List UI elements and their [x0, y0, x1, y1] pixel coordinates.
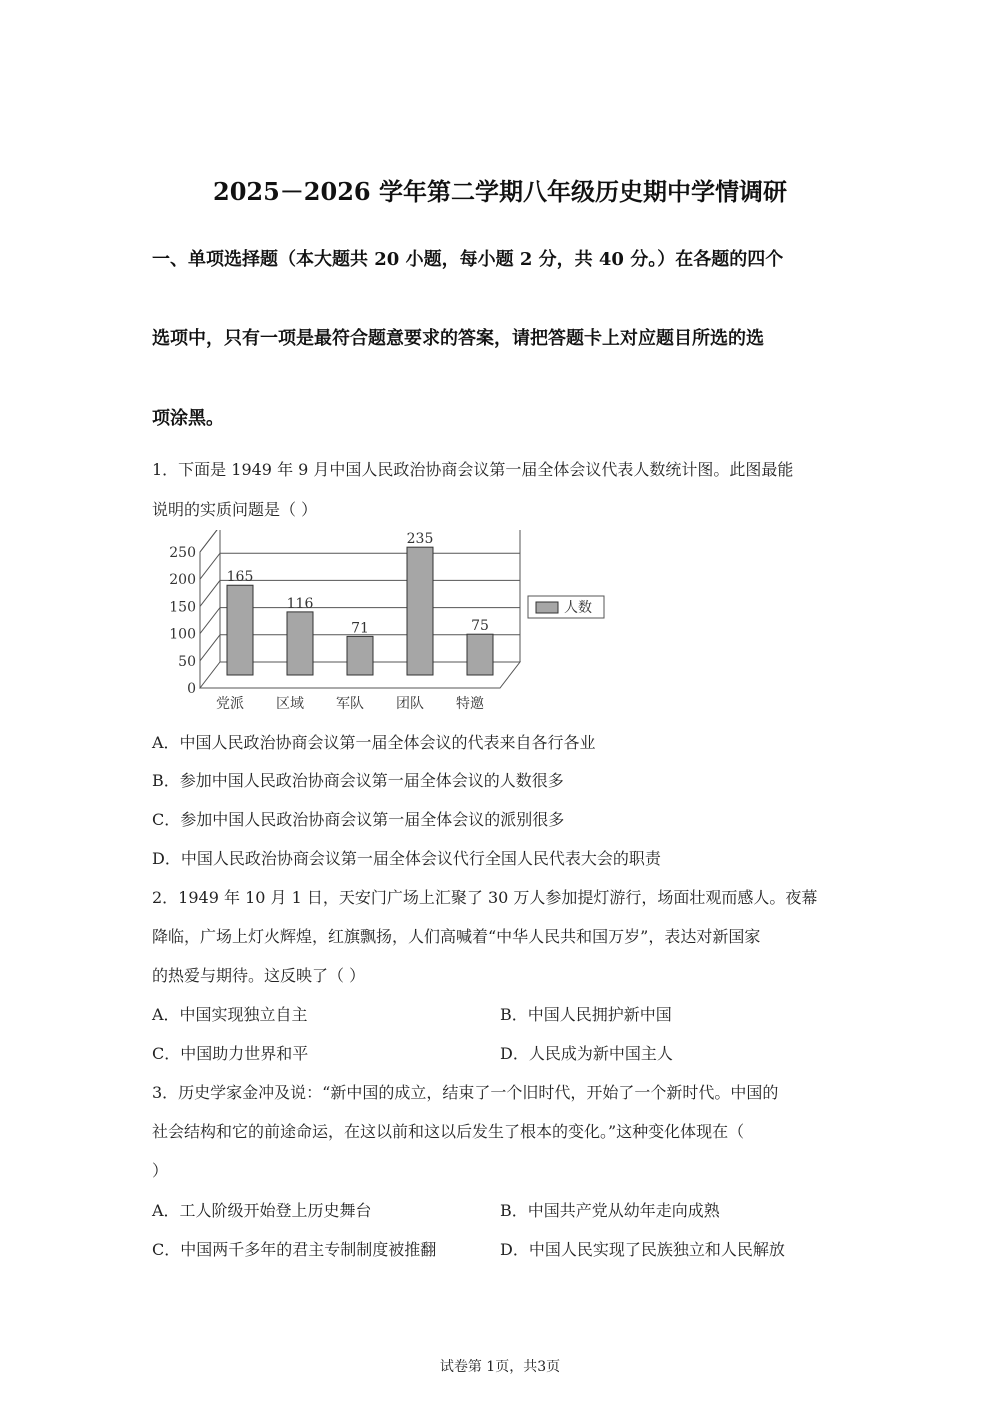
legend-label: 人数 — [564, 600, 592, 616]
data-label-2: 116 — [286, 595, 314, 612]
chart-side-wall — [200, 530, 220, 688]
bar-3 — [347, 636, 373, 675]
question-1-option-b[interactable]: B．参加中国人民政治协商会议第一届全体会议的人数很多 — [152, 771, 564, 790]
data-label-4: 235 — [406, 531, 434, 548]
question-1-stem-line-2: 说明的实质问题是（ ） — [152, 500, 318, 519]
section-heading-line-2: 选项中，只有一项是最符合题意要求的答案，请把答题卡上对应题目所选的选 — [152, 328, 764, 349]
y-tick-label: 200 — [169, 572, 196, 589]
y-tick-label: 150 — [169, 599, 196, 616]
question-2-stem-line-2: 降临，广场上灯火辉煌，红旗飘扬，人们高喊着“中华人民共和国万岁”，表达对新国家 — [152, 927, 761, 946]
question-3-option-a[interactable]: A．工人阶级开始登上历史舞台 — [152, 1201, 372, 1220]
question-3-option-d[interactable]: D．中国人民实现了民族独立和人民解放 — [500, 1240, 785, 1259]
data-label-1: 165 — [226, 569, 254, 586]
legend-swatch — [536, 602, 558, 613]
question-2-option-a[interactable]: A．中国实现独立自主 — [152, 1005, 308, 1024]
x-tick-label-3: 军队 — [336, 696, 364, 712]
question-2-option-b[interactable]: B．中国人民拥护新中国 — [500, 1005, 672, 1024]
bar-4 — [407, 547, 433, 675]
question-1-stem-line-1: 1．下面是 1949 年 9 月中国人民政治协商会议第一届全体会议代表人数统计图。此图最能 — [152, 460, 794, 479]
delegates-bar-chart — [160, 530, 620, 720]
x-tick-label-2: 区域 — [276, 696, 304, 712]
question-2-stem-line-1: 2．1949 年 10 月 1 日，天安门广场上汇聚了 30 万人参加提灯游行，场面壮观而感人。夜幕 — [152, 888, 818, 907]
y-tick-label: 250 — [169, 545, 196, 561]
data-label-3: 71 — [351, 620, 369, 637]
bar-5 — [467, 634, 493, 675]
question-2-option-c[interactable]: C．中国助力世界和平 — [152, 1044, 309, 1063]
page-footer: 试卷第 1页，共3页 — [439, 1359, 561, 1375]
x-tick-label-5: 特邀 — [456, 696, 484, 712]
section-heading-line-1: 一、单项选择题（本大题共 20 小题，每小题 2 分，共 40 分。）在各题的四个 — [152, 249, 784, 270]
question-2-stem-line-3: 的热爱与期待。这反映了（ ） — [152, 966, 366, 985]
question-3-option-b[interactable]: B．中国共产党从幼年走向成熟 — [500, 1201, 720, 1220]
x-tick-label-4: 团队 — [396, 696, 424, 712]
chart-gridline — [200, 530, 520, 552]
question-3-stem-line-1: 3．历史学家金冲及说：“新中国的成立，结束了一个旧时代，开始了一个新时代。中国的 — [152, 1083, 779, 1102]
y-tick-label: 0 — [187, 681, 196, 697]
x-tick-label-1: 党派 — [216, 696, 244, 712]
data-label-5: 75 — [471, 618, 489, 635]
question-1-option-a[interactable]: A．中国人民政治协商会议第一届全体会议的代表来自各行各业 — [152, 733, 596, 752]
y-tick-label: 50 — [178, 653, 196, 670]
question-1-option-d[interactable]: D．中国人民政治协商会议第一届全体会议代行全国人民代表大会的职责 — [152, 849, 661, 868]
page-title: 2025－2026 学年第二学期八年级历史期中学情调研 — [213, 177, 787, 206]
question-1-option-c[interactable]: C．参加中国人民政治协商会议第一届全体会议的派别很多 — [152, 810, 565, 829]
question-3-option-c[interactable]: C．中国两千多年的君主专制制度被推翻 — [152, 1240, 437, 1259]
bar-2 — [287, 612, 313, 675]
section-heading-line-3: 项涂黑。 — [152, 408, 224, 429]
bar-1 — [227, 585, 253, 675]
question-3-stem-line-2: 社会结构和它的前途命运，在这以前和这以后发生了根本的变化。”这种变化体现在（ — [152, 1122, 745, 1141]
y-tick-label: 100 — [169, 626, 196, 643]
question-2-option-d[interactable]: D．人民成为新中国主人 — [500, 1044, 673, 1063]
question-3-stem-line-3: ） — [152, 1161, 169, 1180]
